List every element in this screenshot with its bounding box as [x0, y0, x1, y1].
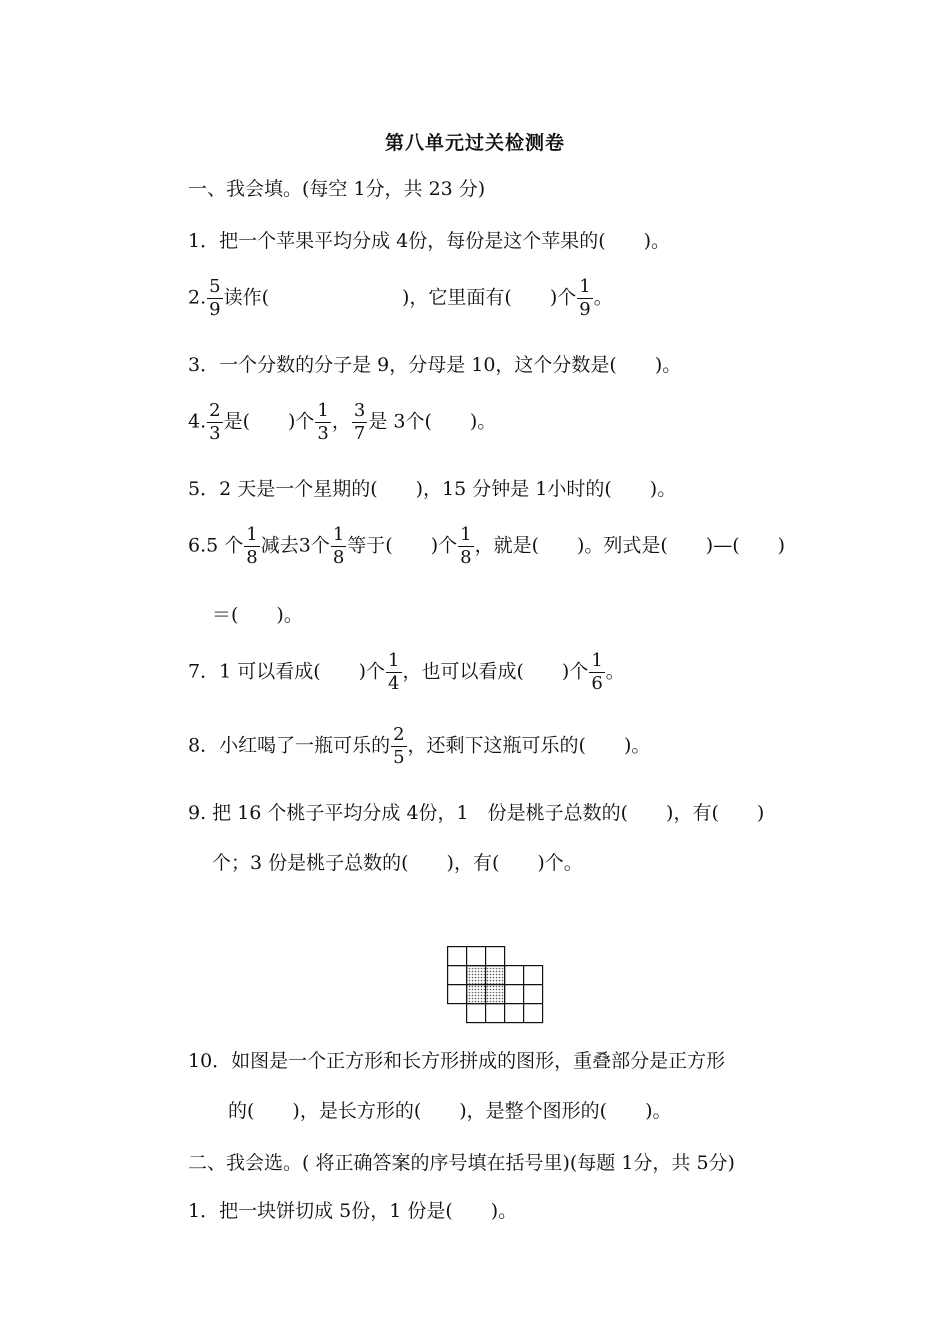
numerator: 1 — [591, 650, 603, 671]
denominator: 3 — [209, 423, 221, 444]
question-9-line1: 9. 把 16 个桃子平均分成 4份，1 份是桃子总数的( )，有( ) — [188, 802, 765, 824]
numerator: 1 — [388, 650, 400, 671]
section2-heading: 二、我会选。( 将正确答案的序号填在括号里)(每题 1分，共 5分) — [188, 1152, 735, 1174]
question-9-line2: 个；3 份是桃子总数的( )，有( )个。 — [212, 852, 583, 874]
question-4 — [188, 400, 496, 445]
q7-end: 。 — [605, 660, 625, 683]
fraction-1-8-c — [458, 524, 473, 569]
fraction-5-9 — [207, 276, 222, 321]
denominator: 8 — [460, 547, 472, 568]
q4-text1: 是( )个 — [223, 410, 315, 433]
q2-end: 。 — [593, 286, 613, 309]
fraction-1-6 — [589, 650, 604, 695]
denominator: 9 — [209, 299, 221, 320]
section1-heading: 一、我会填。(每空 1分，共 23 分) — [188, 178, 486, 200]
q2-number: 2. — [188, 286, 207, 309]
q4-text2: ， — [331, 410, 351, 433]
numerator: 2 — [393, 724, 405, 745]
denominator: 4 — [388, 673, 400, 694]
numerator: 5 — [209, 276, 221, 297]
fraction-2-5 — [391, 724, 406, 769]
fraction-1-9 — [577, 276, 592, 321]
question-6 — [188, 524, 785, 569]
q4-number: 4. — [188, 410, 207, 433]
q6-text1: 减去3个 — [260, 534, 330, 557]
question-10-line2: 的( )，是长方形的( )，是整个图形的( )。 — [228, 1100, 672, 1122]
q6-text3: ，就是( )。列式是( )—( ) — [474, 534, 786, 557]
fraction-1-8-b — [331, 524, 346, 569]
q8-text0: 8．小红喝了一瓶可乐的 — [188, 734, 391, 757]
section2-question-1: 1．把一块饼切成 5份，1 份是( )。 — [188, 1200, 518, 1222]
square-rectangle-figure — [447, 946, 547, 1026]
numerator: 1 — [246, 524, 258, 545]
question-10-line1: 10．如图是一个正方形和长方形拼成的图形，重叠部分是正方形 — [188, 1050, 726, 1072]
numerator: 1 — [317, 400, 329, 421]
q7-text0: 7．1 可以看成( )个 — [188, 660, 386, 683]
question-8 — [188, 724, 650, 769]
fraction-1-4 — [386, 650, 401, 695]
denominator: 9 — [579, 299, 591, 320]
denominator: 3 — [317, 423, 329, 444]
fraction-1-3 — [315, 400, 330, 445]
denominator: 6 — [591, 673, 603, 694]
page-title: 第八单元过关检测卷 — [384, 132, 565, 154]
fraction-1-8-a — [244, 524, 259, 569]
denominator: 8 — [332, 547, 345, 568]
numerator: 1 — [579, 276, 591, 297]
q8-text1: ，还剩下这瓶可乐的( )。 — [407, 734, 651, 757]
question-3: 3．一个分数的分子是 9，分母是 10，这个分数是( )。 — [188, 354, 682, 376]
fraction-2-3 — [207, 400, 222, 445]
q7-text1: ，也可以看成( )个 — [402, 660, 589, 683]
numerator: 3 — [353, 400, 366, 421]
q6-number: 6.5 — [188, 534, 225, 557]
numerator: 2 — [209, 400, 221, 421]
numerator: 1 — [332, 524, 345, 545]
denominator: 8 — [246, 547, 258, 568]
question-5: 5．2 天是一个星期的( )，15 分钟是 1小时的( )。 — [188, 478, 677, 500]
question-6-line2: ＝( )。 — [212, 604, 303, 626]
fraction-3-7 — [352, 400, 367, 445]
numerator: 1 — [460, 524, 472, 545]
question-1: 1．把一个苹果平均分成 4份，每份是这个苹果的( )。 — [188, 230, 671, 252]
denominator: 5 — [393, 747, 405, 768]
q2-text: 读作( )，它里面有( )个 — [223, 286, 577, 309]
q6-text2: 等于( )个 — [347, 534, 458, 557]
denominator: 7 — [353, 423, 366, 444]
q6-text0: 个 — [224, 534, 244, 557]
question-7 — [188, 650, 625, 695]
question-2 — [188, 276, 613, 321]
q4-text3: 是 3个( )。 — [368, 410, 497, 433]
